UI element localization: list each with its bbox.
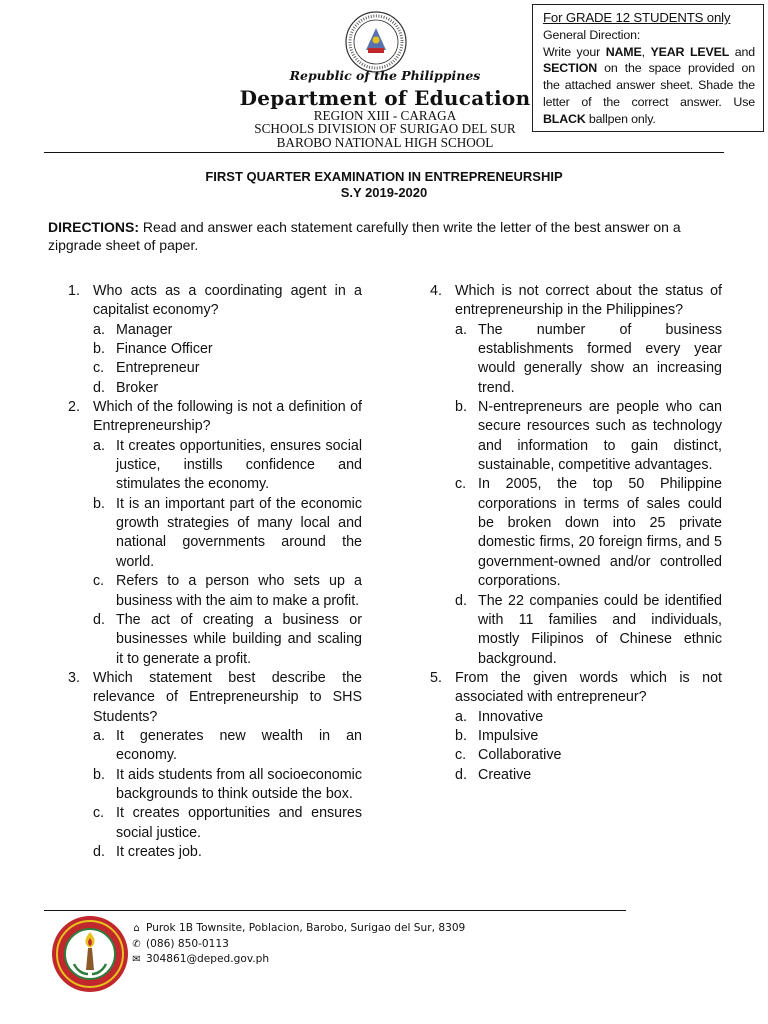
option-letter: d. [455, 766, 467, 783]
option-letter: b. [93, 766, 105, 783]
answer-option [93, 379, 362, 398]
republic-heading: Republic of the Philippines [289, 68, 481, 83]
answer-option [93, 804, 362, 843]
option-text: It is an important part of the economic growth strategies of many local and national governments around the world. [116, 495, 362, 570]
address-text: Purok 1B Townsite, Poblacion, Barobo, Surigao del Sur, 8309 [146, 922, 466, 934]
option-text: Entrepreneur [116, 360, 200, 377]
option-letter: c. [93, 360, 105, 377]
option-letter: c. [93, 573, 105, 590]
question-text: Which is not correct about the status of entrepreneurship in the Philippines? [455, 283, 722, 319]
email-text: 304861@deped.gov.ph [146, 953, 270, 965]
direction-box-heading: For GRADE 12 STUDENTS only [543, 10, 731, 25]
option-letter: b. [455, 727, 467, 744]
answer-option [455, 398, 722, 475]
phone-text: (086) 850-0113 [146, 937, 229, 950]
direction-bold-name: NAME [605, 44, 642, 59]
direction-text: Write your [543, 44, 606, 59]
region-line: REGION XIII - CARAGA [313, 108, 457, 123]
option-letter: b. [93, 495, 105, 512]
questions-left-column [62, 282, 362, 862]
option-text: It aids students from all socioeconomic backgrounds to think outside the box. [116, 766, 362, 802]
question-5 [424, 669, 722, 785]
school-year: S.Y 2019-2020 [340, 185, 428, 200]
question-text: Which statement best describe the relevance of Entrepreneurship to SHS Students? [93, 669, 362, 725]
phone-icon: ✆ [132, 938, 141, 950]
option-letter: b. [93, 341, 105, 358]
option-letter: d. [93, 379, 105, 396]
option-text: It creates opportunities and ensures social justice. [116, 805, 362, 841]
answer-option [93, 843, 362, 862]
question-text: From the given words which is not associated with entrepreneur? [455, 669, 722, 706]
answer-option [455, 746, 722, 765]
directions-text: Read and answer each statement carefully then write the letter of the best answer on a zipgrade sheet of paper. [48, 219, 681, 253]
question-3 [62, 669, 362, 862]
option-text: Manager [116, 321, 173, 338]
answer-option [93, 437, 362, 495]
option-letter: c. [455, 747, 467, 764]
option-letter: a. [455, 708, 467, 725]
direction-text: on the space provided on the attached answer sheet. Shade the letter of the correct answer. Use [543, 61, 755, 109]
answer-option [455, 321, 722, 398]
option-text: It creates job. [116, 843, 202, 860]
direction-box-subheading: General Direction: [543, 27, 641, 42]
question-number: 4. [430, 283, 442, 299]
option-text: It generates new wealth in an economy. [116, 727, 362, 764]
direction-bold-section: SECTION [543, 61, 598, 76]
option-letter: b. [455, 399, 467, 416]
answer-option [93, 495, 362, 572]
general-direction-box [532, 4, 764, 132]
question-number: 2. [68, 399, 80, 416]
option-text: Finance Officer [116, 341, 213, 358]
footer-divider [44, 910, 626, 911]
answer-option [93, 727, 362, 766]
direction-bold-year-level: YEAR LEVEL [650, 44, 730, 59]
answer-option [455, 766, 722, 785]
option-text: Innovative [478, 708, 544, 725]
direction-text: , [641, 44, 651, 59]
option-letter: c. [93, 805, 105, 822]
question-2 [62, 398, 362, 669]
direction-text: and [729, 44, 755, 59]
answer-option [455, 475, 722, 591]
option-text: Collaborative [478, 747, 562, 764]
option-text: The number of business establishments formed every year would generally show an increasing trend. [478, 321, 722, 396]
direction-bold-black: BLACK [543, 111, 586, 126]
question-text: Which of the following is not a definition of Entrepreneurship? [93, 399, 362, 435]
question-number: 1. [68, 283, 80, 299]
address-row [130, 921, 465, 937]
school-line: BAROBO NATIONAL HIGH SCHOOL [276, 135, 494, 150]
option-text: Refers to a person who sets up a business with the aim to make a profit. [116, 573, 362, 609]
exam-title: FIRST QUARTER EXAMINATION IN ENTREPRENEURSHIP [205, 169, 563, 184]
school-seal-logo [50, 914, 130, 994]
mail-icon: ✉ [132, 954, 141, 965]
answer-option [93, 766, 362, 805]
option-letter: a. [93, 321, 105, 338]
deped-seal-logo [344, 10, 408, 74]
question-1 [62, 282, 362, 398]
answer-option [455, 592, 722, 669]
email-row [130, 952, 465, 968]
question-text: Who acts as a coordinating agent in a capitalist economy? [93, 283, 362, 319]
contact-info [130, 921, 465, 968]
directions-label: DIRECTIONS: [48, 219, 139, 235]
option-letter: d. [93, 843, 105, 860]
answer-option [93, 321, 362, 340]
answer-option [93, 340, 362, 359]
question-number: 3. [68, 669, 80, 686]
answer-option [455, 727, 722, 746]
directions-paragraph [48, 218, 720, 254]
option-text: It creates opportunities, ensures social justice, instills confidence and stimulates the economy. [116, 437, 362, 493]
division-line: SCHOOLS DIVISION OF SURIGAO DEL SUR [254, 121, 516, 136]
option-text: N-entrepreneurs are people who can secure resources such as technology and information to gain distinct, sustainable, competitive advantages. [478, 399, 722, 474]
header-divider [44, 152, 724, 153]
direction-text: ballpen only. [585, 111, 656, 126]
answer-option [93, 359, 362, 378]
option-letter: a. [93, 437, 105, 454]
option-text: Creative [478, 766, 532, 783]
option-text: The 22 companies could be identified with 11 families and individuals, mostly Filipinos of Chinese ethnic background. [478, 592, 722, 667]
option-letter: d. [93, 611, 105, 628]
direction-box-body [543, 44, 755, 128]
option-letter: c. [455, 476, 467, 493]
option-text: Broker [116, 379, 159, 396]
question-4 [424, 282, 722, 669]
phone-row [130, 937, 465, 953]
answer-option [455, 708, 722, 727]
answer-option [93, 572, 362, 611]
option-text: In 2005, the top 50 Philippine corporations in terms of sales could be broken down into 25 private domestic firms, 20 foreign firms, and 5 government-owned and/or controlled corporations. [478, 476, 722, 590]
option-letter: d. [455, 592, 467, 609]
questions-right-column [424, 282, 722, 785]
option-letter: a. [93, 727, 105, 744]
answer-option [93, 611, 362, 669]
option-letter: a. [455, 321, 467, 338]
location-icon: ⌂ [133, 923, 140, 934]
option-text: The act of creating a business or businesses while building and scaling it to generate a profit. [116, 611, 362, 667]
exam-title-block [0, 169, 768, 201]
department-heading: Department of Education [239, 86, 531, 110]
question-number: 5. [430, 669, 442, 686]
option-text: Impulsive [478, 727, 539, 744]
